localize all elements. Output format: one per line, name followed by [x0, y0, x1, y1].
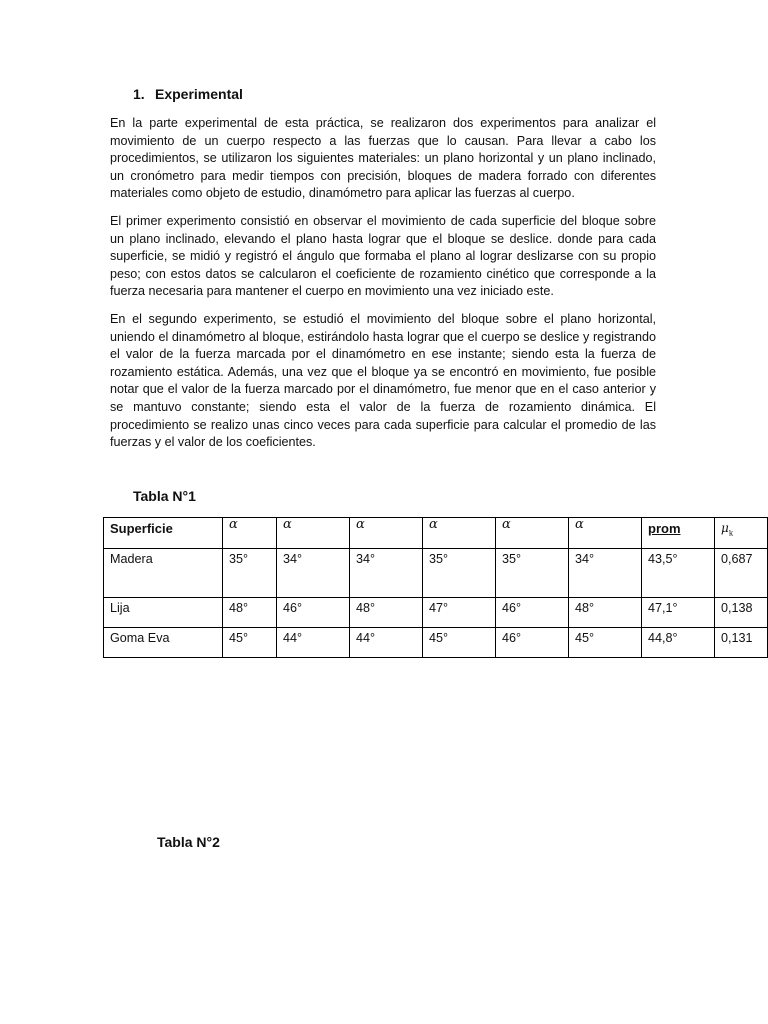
- cell-average: 44,8°: [642, 628, 715, 658]
- cell-angle: 46°: [277, 598, 350, 628]
- cell-angle: 46°: [496, 628, 569, 658]
- header-alpha-6: [569, 518, 642, 549]
- cell-angle: 48°: [569, 598, 642, 628]
- header-surface: Superficie: [104, 518, 223, 549]
- cell-angle: 35°: [223, 549, 277, 598]
- cell-angle: 34°: [350, 549, 423, 598]
- cell-angle: 47°: [423, 598, 496, 628]
- cell-angle: 45°: [223, 628, 277, 658]
- table2-title: Tabla N°2: [157, 834, 220, 850]
- cell-angle: 46°: [496, 598, 569, 628]
- table-row: [104, 628, 768, 658]
- table-row: [104, 598, 768, 628]
- cell-angle: 44°: [350, 628, 423, 658]
- header-average-label: prom: [648, 521, 681, 536]
- table1: [103, 517, 768, 658]
- cell-angle: 45°: [423, 628, 496, 658]
- cell-angle: 44°: [277, 628, 350, 658]
- mu-letter: μ: [721, 521, 729, 535]
- table-row: [104, 549, 768, 598]
- cell-surface: Lija: [104, 598, 223, 628]
- cell-average: 43,5°: [642, 549, 715, 598]
- cell-angle: 45°: [569, 628, 642, 658]
- header-mu: [715, 518, 768, 549]
- alpha-symbol: α: [356, 517, 365, 532]
- mu-symbol: [721, 521, 734, 538]
- cell-surface: Madera: [104, 549, 223, 598]
- mu-subscript: k: [728, 529, 734, 538]
- cell-angle: 34°: [569, 549, 642, 598]
- cell-angle: 35°: [496, 549, 569, 598]
- alpha-symbol: α: [429, 517, 438, 532]
- table1-header-row: [104, 518, 768, 549]
- paragraph-second-experiment: En el segundo experimento, se estudió el movimiento del bloque sobre el plano horizontal, uniendo el dinamómetro al bloque, estirándolo hasta lograr que el cuerpo se deslice y registrando el valor de la fuerza marcada por el dinamómetro en ese instante; siendo esta la fuerza de rozamiento estática. Además, una vez que el bloque ya se encontró en movimiento, fue posible notar que el valor de la fuerza marcado por el dinamómetro, fue menor que en el caso anterior y se mantuvo constante; siendo esta el valor de la fuerza de rozamiento dinámica. El procedimiento se realizo unas cinco veces para cada superficie para calcular el promedio de las fuerzas y el valor de los coeficientes.: [110, 312, 656, 450]
- cell-mu: 0,687: [715, 549, 768, 598]
- section-heading: [133, 86, 243, 102]
- alpha-symbol: α: [283, 517, 292, 532]
- header-alpha-3: [350, 518, 423, 549]
- alpha-symbol: α: [575, 517, 584, 532]
- cell-angle: 35°: [423, 549, 496, 598]
- header-average: [642, 518, 715, 549]
- paragraph-materials: En la parte experimental de esta práctica, se realizaron dos experimentos para analizar el movimiento de un cuerpo respecto a las fuerzas que lo causan. Para llevar a cabo los procedimientos, se utilizaron los siguientes materiales: un plano horizontal y un plano inclinado, un cronómetro para medir tiempos con precisión, bloques de madera forrado con diferentes materiales como objeto de estudio, dinamómetro para aplicar las fuerzas al cuerpo.: [110, 116, 656, 201]
- header-alpha-4: [423, 518, 496, 549]
- cell-mu: 0,131: [715, 628, 768, 658]
- section-number: 1.: [133, 86, 145, 102]
- header-alpha-5: [496, 518, 569, 549]
- alpha-symbol: α: [229, 517, 238, 532]
- table1-title: Tabla N°1: [133, 488, 196, 504]
- alpha-symbol: α: [502, 517, 511, 532]
- cell-mu: 0,138: [715, 598, 768, 628]
- cell-angle: 48°: [223, 598, 277, 628]
- paragraph-first-experiment: El primer experimento consistió en observar el movimiento de cada superficie del bloque sobre un plano inclinado, elevando el plano hasta lograr que el bloque se deslice. donde para cada superficie, se midió y registró el ángulo que formaba el plano al lograr deslizarse con su propio peso; con estos datos se calcularon el coeficiente de rozamiento cinético que corresponde a la fuerza necesaria para mantener el cuerpo en movimiento una vez iniciado este.: [110, 214, 656, 299]
- cell-average: 47,1°: [642, 598, 715, 628]
- header-alpha-1: [223, 518, 277, 549]
- cell-angle: 34°: [277, 549, 350, 598]
- section-title: Experimental: [155, 86, 243, 102]
- cell-angle: 48°: [350, 598, 423, 628]
- cell-surface: Goma Eva: [104, 628, 223, 658]
- header-alpha-2: [277, 518, 350, 549]
